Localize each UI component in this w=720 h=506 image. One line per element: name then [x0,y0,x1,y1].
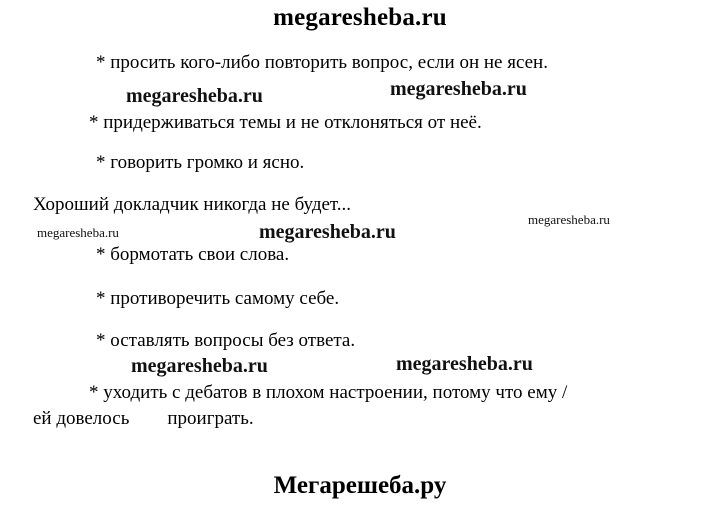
header-watermark: megaresheba.ru [273,4,447,31]
watermark-overlay: megaresheba.ru [126,85,263,107]
watermark-overlay: megaresheba.ru [396,353,533,375]
footer-watermark: Мегарешеба.ру [273,472,447,499]
body-line: Хороший докладчик никогда не будет... [33,194,352,215]
body-line: * уходить с дебатов в плохом настроении, потому что ему / [89,382,568,403]
watermark-overlay: megaresheba.ru [37,225,119,240]
body-line: ей довелось проиграть. [33,408,254,429]
watermark-overlay: megaresheba.ru [259,221,396,243]
watermark-overlay: megaresheba.ru [528,212,610,227]
body-line: * бормотать свои слова. [96,244,290,265]
watermark-overlay: megaresheba.ru [390,78,527,100]
body-line: * придерживаться темы и не отклоняться от неё. [89,112,482,133]
body-line: * оставлять вопросы без ответа. [96,330,356,351]
body-line: * противоречить самому себе. [96,288,340,309]
body-line: * говорить громко и ясно. [96,152,305,173]
body-line: * просить кого-либо повторить вопрос, если он не ясен. [96,52,548,73]
watermark-overlay: megaresheba.ru [131,355,268,377]
